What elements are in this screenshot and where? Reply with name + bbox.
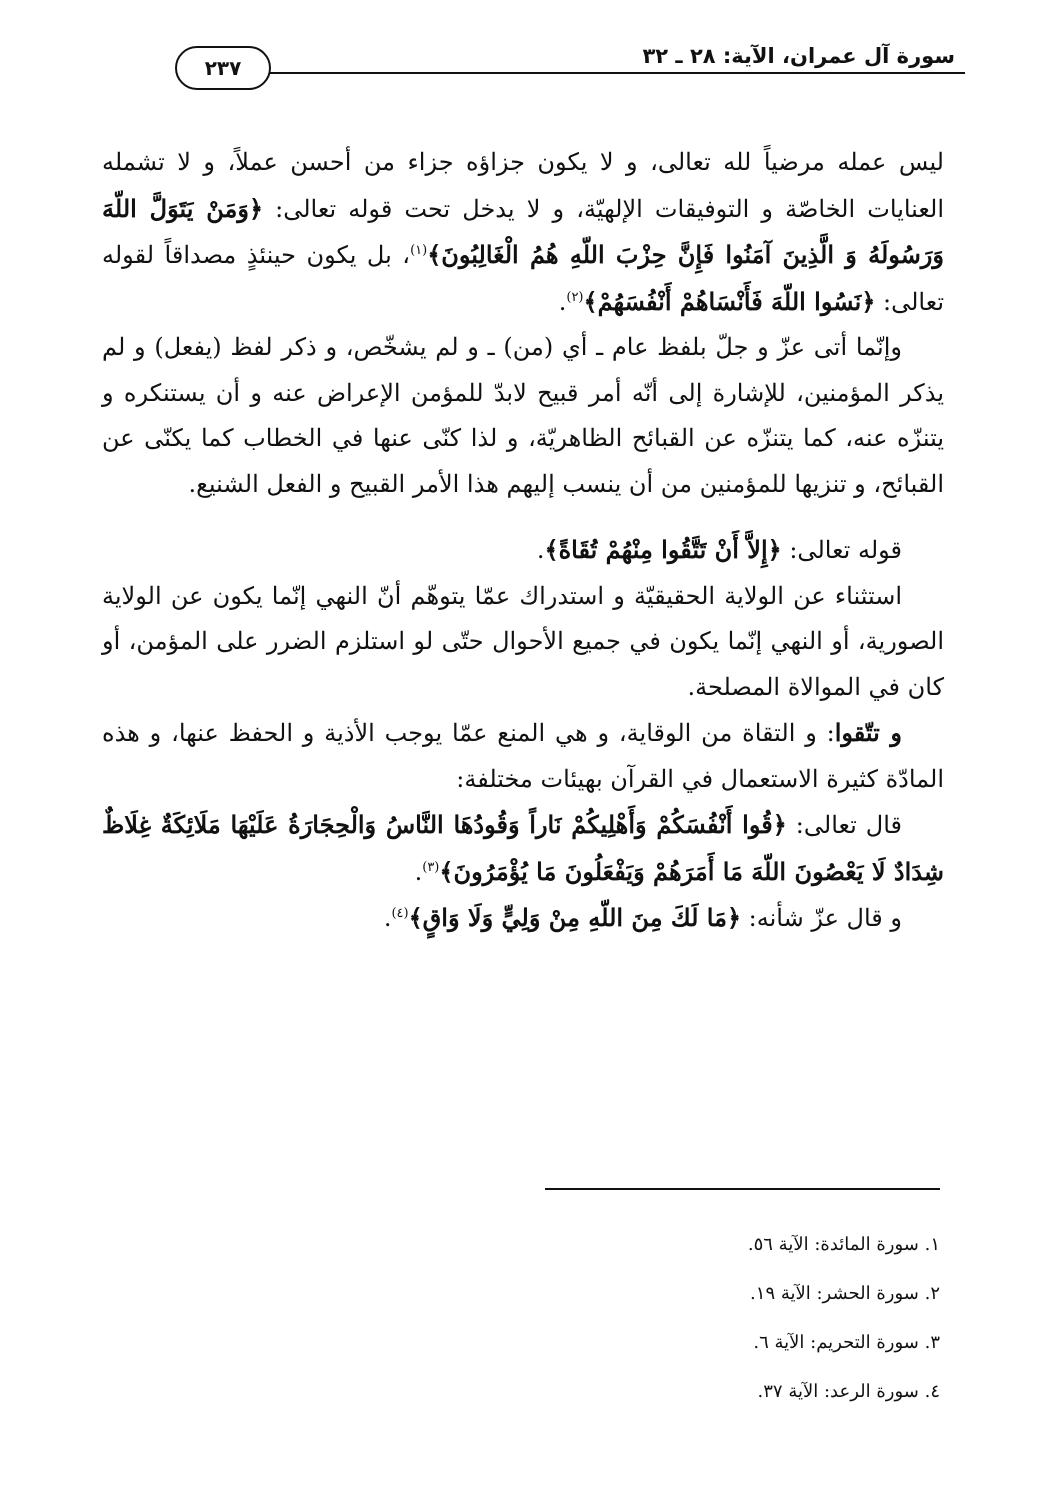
footnote-1: ١. سورة المائدة: الآية ٥٦. bbox=[747, 1234, 940, 1255]
quran-verse-4: ﴿قُوا أَنْفُسَكُمْ وَأَهْلِيكُمْ نَاراً وَقُودُهَا النَّاسُ وَالْحِجَارَةُ عَلَيْهَا مَلَائِكَةٌ غِلَاظٌ شِدَادٌ لَا يَعْصُونَ اللّهَ مَا أَمَرَهُمْ وَيَفْعَلُونَ مَا يُؤْمَرُونَ﴾ bbox=[102, 810, 944, 886]
main-text bbox=[102, 140, 944, 942]
footnote-3: ٣. سورة التحريم: الآية ٦. bbox=[753, 1332, 940, 1353]
paragraph-6 bbox=[102, 802, 944, 895]
paragraph-3-lead: قوله تعالى: bbox=[781, 536, 902, 564]
page-header bbox=[95, 38, 965, 82]
footnote-separator bbox=[545, 1188, 940, 1190]
paragraph-6-end: . bbox=[414, 857, 423, 886]
header-rule bbox=[255, 72, 965, 74]
footnote-2: ٢. سورة الحشر: الآية ١٩. bbox=[750, 1283, 940, 1304]
quran-verse-3: ﴿إِلاَّ أَنْ تَتَّقُوا مِنْهُمْ تُقَاةً﴾ bbox=[544, 535, 782, 564]
paragraph-1-text-c: . bbox=[558, 287, 567, 316]
paragraph-7-end: . bbox=[383, 904, 392, 932]
paragraph-1 bbox=[102, 140, 944, 325]
quran-verse-5: ﴿مَا لَكَ مِنَ اللّهِ مِنْ وَلِيٍّ وَلَا وَاقٍ﴾ bbox=[408, 903, 742, 932]
footnote-ref-2[interactable]: (٢) bbox=[566, 289, 584, 305]
paragraph-6-lead: قال تعالى: bbox=[786, 811, 902, 839]
paragraph-5-text: : و التقاة من الوقاية، و هي المنع عمّا يوجب الأذية و الحفظ عنها، و هذه المادّة كثيرة الاستعمال في القرآن بهيئات مختلفة: bbox=[102, 719, 944, 793]
paragraph-5 bbox=[102, 710, 944, 802]
paragraph-3-end: . bbox=[536, 536, 545, 564]
paragraph-7-lead: و قال عزّ شأنه: bbox=[741, 904, 902, 932]
paragraph-1-text-b: ، بل يكون حينئذٍ مصداقاً لقوله تعالى: bbox=[102, 241, 944, 316]
page-number-badge: ٢٣٧ bbox=[175, 46, 271, 90]
quran-verse-1: ﴿وَمَنْ يَتَوَلَّ اللّهَ وَرَسُولَهُ وَ الَّذِينَ آمَنُوا فَإِنَّ حِزْبَ اللّهِ هُمُ الْغَالِبُونَ﴾ bbox=[102, 193, 944, 269]
paragraph-2: وإنّما أتى عزّ و جلّ بلفظ عام ـ أي (من) ـ و لم يشخّص، و ذكر لفظ (يفعل) و لم يذكر المؤمنين، للإشارة إلى أنّه أمر قبيح لابدّ للمؤمن الإعراض عنه و أن يستنكره و يتنزّه عنه، كما يتنزّه عن القبائح الظاهريّة، و لذا كنّى عنها في الخطاب كما يكنّى عن القبائح، و تنزيها للمؤمنين من أن ينسب إليهم هذا الأمر القبيح و الفعل الشنيع. bbox=[102, 333, 944, 498]
footnote-4: ٤. سورة الرعد: الآية ٣٧. bbox=[757, 1381, 940, 1402]
paragraph-7 bbox=[102, 895, 944, 942]
paragraph-1-text-a: ليس عمله مرضياً لله تعالى، و لا يكون جزاؤه جزاء من أحسن عملاً، و لا تشمله العنايات الخاصّة و التوفيقات الإلهيّة، و لا يدخل تحت قوله تعالى: bbox=[102, 148, 944, 223]
footnotes bbox=[545, 1220, 940, 1416]
term-heading: و تتّقوا bbox=[834, 718, 902, 747]
quran-verse-2: ﴿نَسُوا اللّهَ فَأَنْسَاهُمْ أَنْفُسَهُمْ﴾ bbox=[583, 286, 876, 316]
paragraph-3 bbox=[102, 527, 944, 574]
footnote-ref-3[interactable]: (٣) bbox=[422, 859, 440, 875]
footnote-ref-4[interactable]: (٤) bbox=[391, 906, 409, 921]
footnote-ref-1[interactable]: (١) bbox=[410, 243, 428, 258]
paragraph-4: استثناء عن الولاية الحقيقيّة و استدراك عمّا يتوهّم أنّ النهي إنّما يكون عن الولاية الصورية، أو النهي إنّما يكون في جميع الأحوال حتّى لو استلزم الضرر على المؤمن، أو كان في الموالاة المصلحة. bbox=[102, 581, 944, 701]
running-header-title: سورة آل عمران، الآية: ٢٨ ـ ٣٢ bbox=[642, 44, 955, 68]
